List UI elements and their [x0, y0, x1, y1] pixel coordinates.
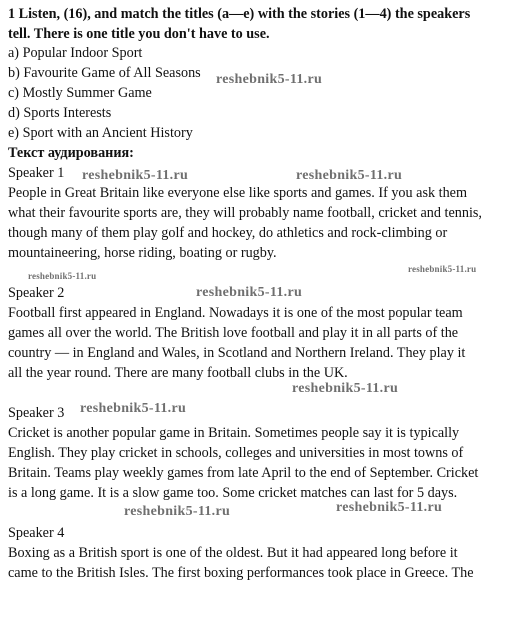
option-b: b) Favourite Game of All Seasons — [8, 65, 201, 81]
speaker-2-label: Speaker 2 — [8, 285, 65, 301]
watermark: reshebnik5-11.ru — [80, 401, 187, 416]
watermark: reshebnik5-11.ru — [408, 264, 477, 274]
watermark: reshebnik5-11.ru — [336, 500, 443, 515]
speaker-2-line: Football first appeared in England. Nowadays it is one of the most popular team — [8, 305, 463, 321]
speaker-4-line: came to the British Isles. The first boxing performances took place in Greece. The — [8, 565, 474, 581]
option-e: e) Sport with an Ancient History — [8, 125, 193, 141]
task-heading-line-2: tell. There is one title you don't have to use. — [8, 26, 270, 42]
speaker-1-line: though many of them play golf and hockey, do athletics and rock-climbing or — [8, 225, 448, 241]
watermark: reshebnik5-11.ru — [292, 381, 399, 396]
option-d: d) Sports Interests — [8, 105, 112, 121]
watermark: reshebnik5-11.ru — [28, 271, 97, 281]
watermark: reshebnik5-11.ru — [124, 504, 231, 519]
speaker-1-line: what their favourite sports are, they will probably name football, cricket and tennis, — [8, 205, 482, 221]
speaker-3-line: English. They play cricket in schools, colleges and universities in most towns of — [8, 445, 464, 461]
speaker-1-line: People in Great Britain like everyone else like sports and games. If you ask them — [8, 185, 467, 201]
option-a: a) Popular Indoor Sport — [8, 45, 143, 61]
speaker-2-line: games all over the world. The British love football and play it in all parts of the — [8, 325, 459, 341]
transcript-heading: Текст аудирования: — [8, 145, 134, 161]
speaker-4-line: Boxing as a British sport is one of the oldest. But it had appeared long before it — [8, 545, 458, 561]
option-c: c) Mostly Summer Game — [8, 85, 152, 101]
watermark: reshebnik5-11.ru — [196, 285, 303, 300]
watermark: reshebnik5-11.ru — [82, 168, 189, 183]
task-heading-line-1: 1 Listen, (16), and match the titles (a—e) with the stories (1—4) the speakers — [8, 6, 471, 22]
speaker-3-line: Cricket is another popular game in Britain. Sometimes people say it is typically — [8, 425, 460, 441]
speaker-2-line: country — in England and Wales, in Scotland and Northern Ireland. They play it — [8, 345, 466, 361]
watermark: reshebnik5-11.ru — [296, 168, 403, 183]
watermark: reshebnik5-11.ru — [216, 72, 323, 87]
speaker-2-line: all the year round. There are many football clubs in the UK. — [8, 365, 348, 381]
speaker-3-line: is a long game. It is a slow game too. Some cricket matches can last for 5 days. — [8, 485, 458, 501]
speaker-1-line: mountaineering, horse riding, boating or rugby. — [8, 245, 277, 261]
speaker-4-label: Speaker 4 — [8, 525, 65, 541]
speaker-3-label: Speaker 3 — [8, 405, 65, 421]
speaker-3-line: Britain. Teams play weekly games from late April to the end of September. Cricket — [8, 465, 479, 481]
speaker-1-label: Speaker 1 — [8, 165, 65, 181]
